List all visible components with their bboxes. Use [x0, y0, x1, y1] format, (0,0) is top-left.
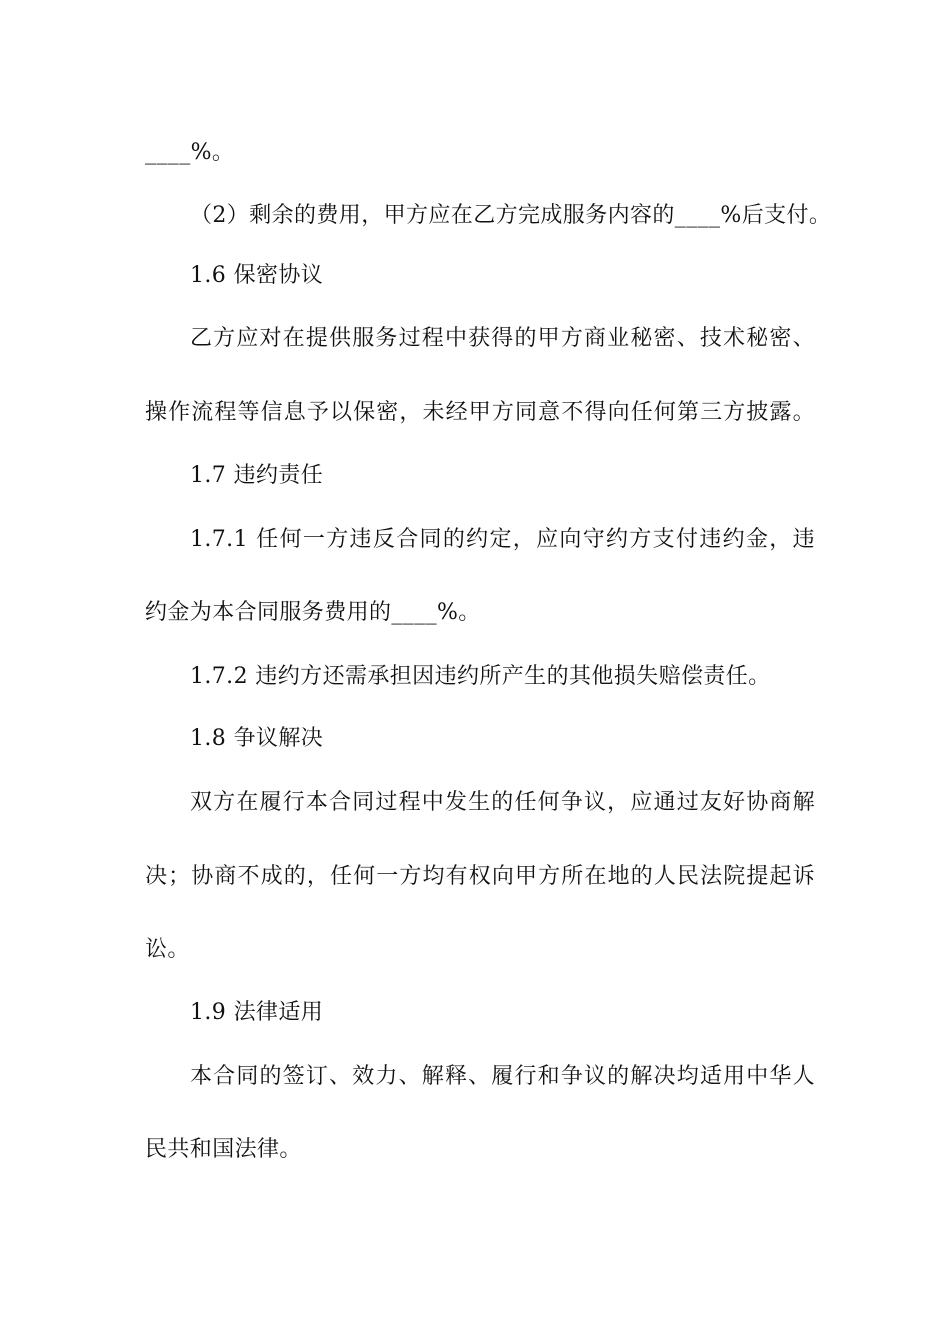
confidentiality-paragraph-line: 乙方应对在提供服务过程中获得的甲方商业秘密、技术秘密、 — [190, 326, 815, 351]
dispute-paragraph-line: 决；协商不成的，任何一方均有权向甲方所在地的人民法院提起诉 — [145, 864, 815, 889]
confidentiality-paragraph-line: 操作流程等信息予以保密，未经甲方同意不得向任何第三方披露。 — [145, 400, 815, 425]
remaining-payment-clause: （2）剩余的费用，甲方应在乙方完成服务内容的____%后支付。 — [190, 203, 832, 228]
dispute-paragraph-line: 讼。 — [145, 937, 190, 962]
breach-clause-1-line: 约金为本合同服务费用的____%。 — [145, 600, 481, 625]
payment-rate-continuation: ____%。 — [145, 140, 235, 165]
governing-law-paragraph-line: 本合同的签订、效力、解释、履行和争议的解决均适用中华人 — [190, 1064, 815, 1089]
section-heading-confidentiality: 1.6 保密协议 — [190, 263, 324, 288]
section-heading-dispute-resolution: 1.8 争议解决 — [190, 726, 324, 751]
section-heading-breach-liability: 1.7 违约责任 — [190, 463, 324, 488]
breach-clause-1-line: 1.7.1 任何一方违反合同的约定，应向守约方支付违约金，违 — [190, 527, 815, 552]
breach-clause-2: 1.7.2 违约方还需承担因违约所产生的其他损失赔偿责任。 — [190, 664, 771, 689]
section-heading-governing-law: 1.9 法律适用 — [190, 1000, 324, 1025]
dispute-paragraph-line: 双方在履行本合同过程中发生的任何争议，应通过友好协商解 — [190, 790, 815, 815]
governing-law-paragraph-line: 民共和国法律。 — [145, 1137, 302, 1162]
